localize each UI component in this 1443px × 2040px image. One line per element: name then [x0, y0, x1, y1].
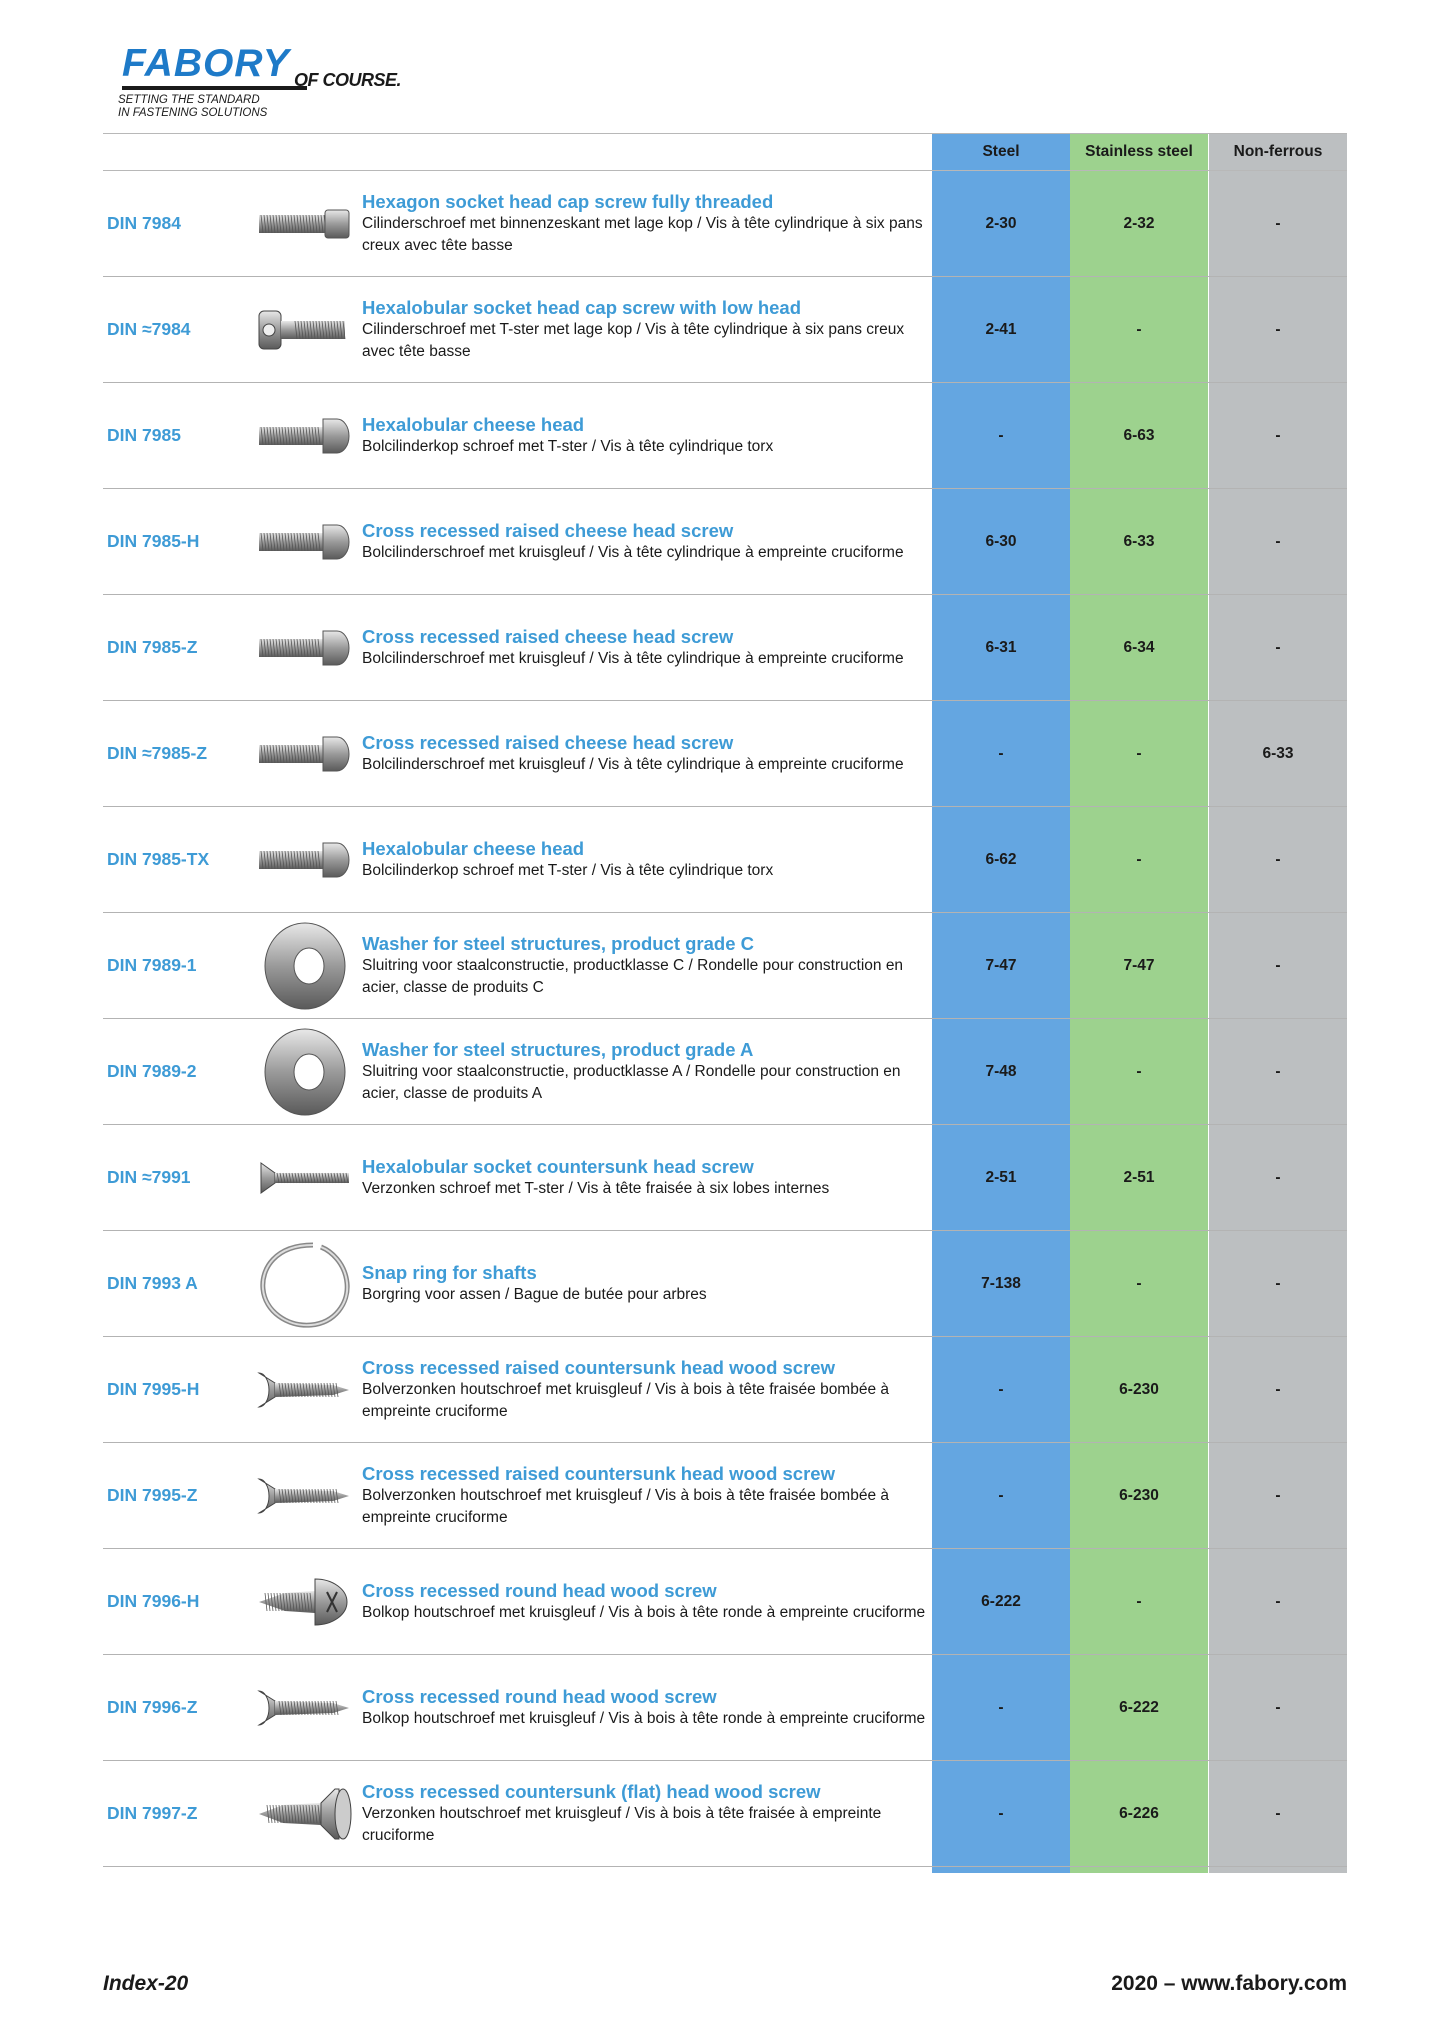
- nonferrous-page-ref[interactable]: -: [1275, 1592, 1281, 1610]
- product-translation: Bolcilinderkop schroef met T-ster / Vis à tête cylindrique torx: [362, 437, 774, 455]
- product-description: [362, 807, 930, 912]
- nonferrous-page-ref[interactable]: -: [1275, 1804, 1281, 1822]
- product-translation: Verzonken houtschroef met kruisgleuf / Vis à bois à tête fraisée à empreinte cruciforme: [362, 1804, 882, 1844]
- product-translation: Bolkop houtschroef met kruisgleuf / Vis à bois à tête ronde à empreinte cruciforme: [362, 1603, 926, 1621]
- wood-screw-icon: [255, 1451, 355, 1541]
- column-header-nonferrous: Non-ferrous: [1233, 143, 1323, 160]
- nonferrous-page-ref[interactable]: -: [1275, 426, 1281, 444]
- logo-tagline-line-1: SETTING THE STANDARD: [118, 94, 260, 106]
- steel-page-ref[interactable]: 6-30: [985, 532, 1017, 550]
- product-description: [362, 1549, 930, 1654]
- product-title[interactable]: Hexagon socket head cap screw fully threaded: [362, 190, 774, 212]
- nonferrous-page-ref[interactable]: -: [1275, 1274, 1281, 1292]
- stainless-page-ref[interactable]: 6-33: [1123, 532, 1155, 550]
- table-row: [103, 1125, 1347, 1231]
- product-table: [103, 171, 1347, 1867]
- nonferrous-page-ref[interactable]: -: [1275, 956, 1281, 974]
- product-description: [362, 1019, 930, 1124]
- product-description: [362, 1337, 930, 1442]
- product-translation: Bolcilinderschroef met kruisgleuf / Vis à tête cylindrique à empreinte cruciforme: [362, 755, 904, 773]
- product-title[interactable]: Hexalobular socket head cap screw with low head: [362, 296, 802, 318]
- product-translation: Bolkop houtschroef met kruisgleuf / Vis à bois à tête ronde à empreinte cruciforme: [362, 1709, 926, 1727]
- product-description: [362, 1655, 930, 1760]
- stainless-page-ref[interactable]: 6-63: [1123, 426, 1155, 444]
- product-title[interactable]: Cross recessed raised countersunk head wood screw: [362, 1462, 835, 1484]
- product-title[interactable]: Hexalobular socket countersunk head screw: [362, 1155, 754, 1177]
- cheese-head-screw-icon: [255, 391, 355, 481]
- product-description: [362, 1761, 930, 1866]
- nonferrous-page-ref[interactable]: 6-33: [1262, 744, 1294, 762]
- nonferrous-page-ref[interactable]: -: [1275, 1168, 1281, 1186]
- nonferrous-page-ref[interactable]: -: [1275, 1062, 1281, 1080]
- product-translation: Bolverzonken houtschroef met kruisgleuf / Vis à bois à tête fraisée bombée à empreinte cruciforme: [362, 1380, 890, 1420]
- table-row: [103, 489, 1347, 595]
- product-translation: Bolverzonken houtschroef met kruisgleuf / Vis à bois à tête fraisée bombée à empreinte cruciforme: [362, 1486, 890, 1526]
- table-row: [103, 807, 1347, 913]
- steel-page-ref[interactable]: 7-138: [981, 1274, 1021, 1292]
- product-translation: Bolcilinderkop schroef met T-ster / Vis à tête cylindrique torx: [362, 861, 774, 879]
- logo-tagline-line-2: IN FASTENING SOLUTIONS: [118, 107, 268, 119]
- din-code[interactable]: DIN 7989-1: [107, 955, 197, 975]
- steel-page-ref[interactable]: 7-47: [985, 956, 1017, 974]
- fabory-logo: [116, 42, 436, 124]
- din-code[interactable]: DIN 7984: [107, 213, 181, 233]
- product-title[interactable]: Cross recessed raised cheese head screw: [362, 731, 734, 753]
- wood-screw-icon: [255, 1663, 355, 1753]
- steel-page-ref[interactable]: -: [998, 1698, 1004, 1716]
- stainless-page-ref[interactable]: 7-47: [1123, 956, 1155, 974]
- washer-icon: [255, 921, 355, 1011]
- product-title[interactable]: Cross recessed round head wood screw: [362, 1579, 717, 1601]
- stainless-page-ref[interactable]: -: [1136, 1062, 1142, 1080]
- din-code[interactable]: DIN 7996-H: [107, 1591, 200, 1611]
- product-title[interactable]: Washer for steel structures, product grade C: [362, 932, 755, 954]
- stainless-page-ref[interactable]: -: [1136, 1274, 1142, 1292]
- page-number: Index-20: [103, 1972, 189, 1995]
- din-code[interactable]: DIN ≈7985-Z: [107, 743, 208, 763]
- product-description: [362, 1125, 930, 1230]
- countersunk-wood-screw-icon: [255, 1769, 355, 1859]
- round-head-wood-screw-icon: [255, 1557, 355, 1647]
- product-description: [362, 913, 930, 1018]
- product-title[interactable]: Cross recessed raised cheese head screw: [362, 625, 734, 647]
- column-header-stainless: Stainless steel: [1085, 143, 1193, 160]
- din-code[interactable]: DIN ≈7984: [107, 319, 191, 339]
- steel-page-ref[interactable]: 6-222: [981, 1592, 1021, 1610]
- steel-page-ref[interactable]: -: [998, 1380, 1004, 1398]
- stainless-page-ref[interactable]: -: [1136, 850, 1142, 868]
- logo-wordmark: FABORY: [122, 42, 290, 85]
- product-description: [362, 383, 930, 488]
- product-description: [362, 595, 930, 700]
- din-code[interactable]: DIN 7995-H: [107, 1379, 200, 1399]
- table-row: [103, 1337, 1347, 1443]
- cheese-head-screw-icon: [255, 709, 355, 799]
- stainless-page-ref[interactable]: 2-32: [1123, 214, 1155, 232]
- product-description: [362, 701, 930, 806]
- product-translation: Sluitring voor staalconstructie, productklasse A / Rondelle pour construction en acier, classe de produits A: [362, 1062, 901, 1102]
- product-description: [362, 489, 930, 594]
- table-row: [103, 1019, 1347, 1125]
- din-code[interactable]: DIN 7997-Z: [107, 1803, 198, 1823]
- steel-page-ref[interactable]: 6-62: [985, 850, 1017, 868]
- product-title[interactable]: Cross recessed countersunk (flat) head wood screw: [362, 1780, 821, 1802]
- table-row: [103, 1761, 1347, 1867]
- product-title[interactable]: Snap ring for shafts: [362, 1261, 537, 1283]
- countersunk-screw-icon: [255, 1133, 355, 1223]
- product-title[interactable]: Cross recessed round head wood screw: [362, 1685, 717, 1707]
- table-row: [103, 701, 1347, 807]
- product-description: [362, 171, 930, 276]
- nonferrous-page-ref[interactable]: -: [1275, 532, 1281, 550]
- stainless-page-ref[interactable]: 6-222: [1119, 1698, 1159, 1716]
- wood-screw-icon: [255, 1345, 355, 1435]
- nonferrous-page-ref[interactable]: -: [1275, 1486, 1281, 1504]
- product-translation: Cilinderschroef met T-ster met lage kop / Vis à tête cylindrique à six pans creux avec tête basse: [362, 320, 905, 360]
- steel-page-ref[interactable]: 2-51: [985, 1168, 1017, 1186]
- product-title[interactable]: Cross recessed raised countersunk head wood screw: [362, 1356, 835, 1378]
- table-row: [103, 913, 1347, 1019]
- logo-underline: [122, 86, 307, 90]
- product-title[interactable]: Hexalobular cheese head: [362, 413, 585, 435]
- din-code[interactable]: DIN 7989-2: [107, 1061, 197, 1081]
- din-code[interactable]: DIN 7985-TX: [107, 849, 210, 869]
- stainless-page-ref[interactable]: 6-230: [1119, 1380, 1159, 1398]
- product-title[interactable]: Washer for steel structures, product grade A: [362, 1038, 754, 1060]
- nonferrous-page-ref[interactable]: -: [1275, 320, 1281, 338]
- table-row: [103, 1443, 1347, 1549]
- cheese-head-screw-icon: [255, 603, 355, 693]
- cap-screw-icon: [255, 179, 355, 269]
- product-translation: Verzonken schroef met T-ster / Vis à tête fraisée à six lobes internes: [362, 1179, 830, 1197]
- steel-page-ref[interactable]: 2-30: [985, 214, 1017, 232]
- din-code[interactable]: DIN 7985-H: [107, 531, 200, 551]
- stainless-page-ref[interactable]: -: [1136, 320, 1142, 338]
- product-description: [362, 1231, 930, 1336]
- nonferrous-page-ref[interactable]: -: [1275, 1698, 1281, 1716]
- stainless-page-ref[interactable]: 6-34: [1123, 638, 1155, 656]
- steel-page-ref[interactable]: 7-48: [985, 1062, 1017, 1080]
- steel-page-ref[interactable]: -: [998, 1804, 1004, 1822]
- logo-tagline: [118, 94, 318, 120]
- table-row: [103, 1231, 1347, 1337]
- stainless-page-ref[interactable]: 2-51: [1123, 1168, 1155, 1186]
- steel-page-ref[interactable]: -: [998, 1486, 1004, 1504]
- steel-page-ref[interactable]: -: [998, 426, 1004, 444]
- table-row: [103, 171, 1347, 277]
- table-row: [103, 1655, 1347, 1761]
- steel-page-ref[interactable]: 2-41: [985, 320, 1017, 338]
- din-code[interactable]: DIN 7985: [107, 425, 181, 445]
- nonferrous-page-ref[interactable]: -: [1275, 850, 1281, 868]
- din-code[interactable]: DIN 7996-Z: [107, 1697, 198, 1717]
- nonferrous-page-ref[interactable]: -: [1275, 214, 1281, 232]
- snap-ring-icon: [255, 1239, 355, 1329]
- table-row: [103, 383, 1347, 489]
- nonferrous-page-ref[interactable]: -: [1275, 638, 1281, 656]
- product-description: [362, 1443, 930, 1548]
- din-code[interactable]: DIN 7993 A: [107, 1273, 198, 1293]
- steel-page-ref[interactable]: -: [998, 744, 1004, 762]
- column-header-steel: Steel: [982, 143, 1020, 160]
- washer-icon: [255, 1027, 355, 1117]
- product-title[interactable]: Cross recessed raised cheese head screw: [362, 519, 734, 541]
- footer-website: 2020 – www.fabory.com: [1111, 1972, 1347, 1995]
- logo-slogan: OF COURSE.: [294, 70, 402, 90]
- product-title[interactable]: Hexalobular cheese head: [362, 837, 585, 859]
- hexalobular-cap-screw-icon: [255, 285, 355, 375]
- product-translation: Sluitring voor staalconstructie, productklasse C / Rondelle pour construction en acier, classe de produits C: [362, 956, 904, 996]
- din-code[interactable]: DIN 7995-Z: [107, 1485, 198, 1505]
- product-translation: Bolcilinderschroef met kruisgleuf / Vis à tête cylindrique à empreinte cruciforme: [362, 543, 904, 561]
- stainless-page-ref[interactable]: -: [1136, 744, 1142, 762]
- product-translation: Bolcilinderschroef met kruisgleuf / Vis à tête cylindrique à empreinte cruciforme: [362, 649, 904, 667]
- product-translation: Cilinderschroef met binnenzeskant met lage kop / Vis à tête cylindrique à six pans creux avec tête basse: [362, 214, 923, 254]
- stainless-page-ref[interactable]: -: [1136, 1592, 1142, 1610]
- stainless-page-ref[interactable]: 6-230: [1119, 1486, 1159, 1504]
- product-translation: Borgring voor assen / Bague de butée pour arbres: [362, 1285, 707, 1303]
- table-row: [103, 1549, 1347, 1655]
- steel-page-ref[interactable]: 6-31: [985, 638, 1017, 656]
- table-row: [103, 277, 1347, 383]
- product-description: [362, 277, 930, 382]
- stainless-page-ref[interactable]: 6-226: [1119, 1804, 1159, 1822]
- cheese-head-screw-icon: [255, 497, 355, 587]
- nonferrous-page-ref[interactable]: -: [1275, 1380, 1281, 1398]
- cheese-head-screw-icon: [255, 815, 355, 905]
- din-code[interactable]: DIN 7985-Z: [107, 637, 198, 657]
- table-row: [103, 595, 1347, 701]
- din-code[interactable]: DIN ≈7991: [107, 1167, 191, 1187]
